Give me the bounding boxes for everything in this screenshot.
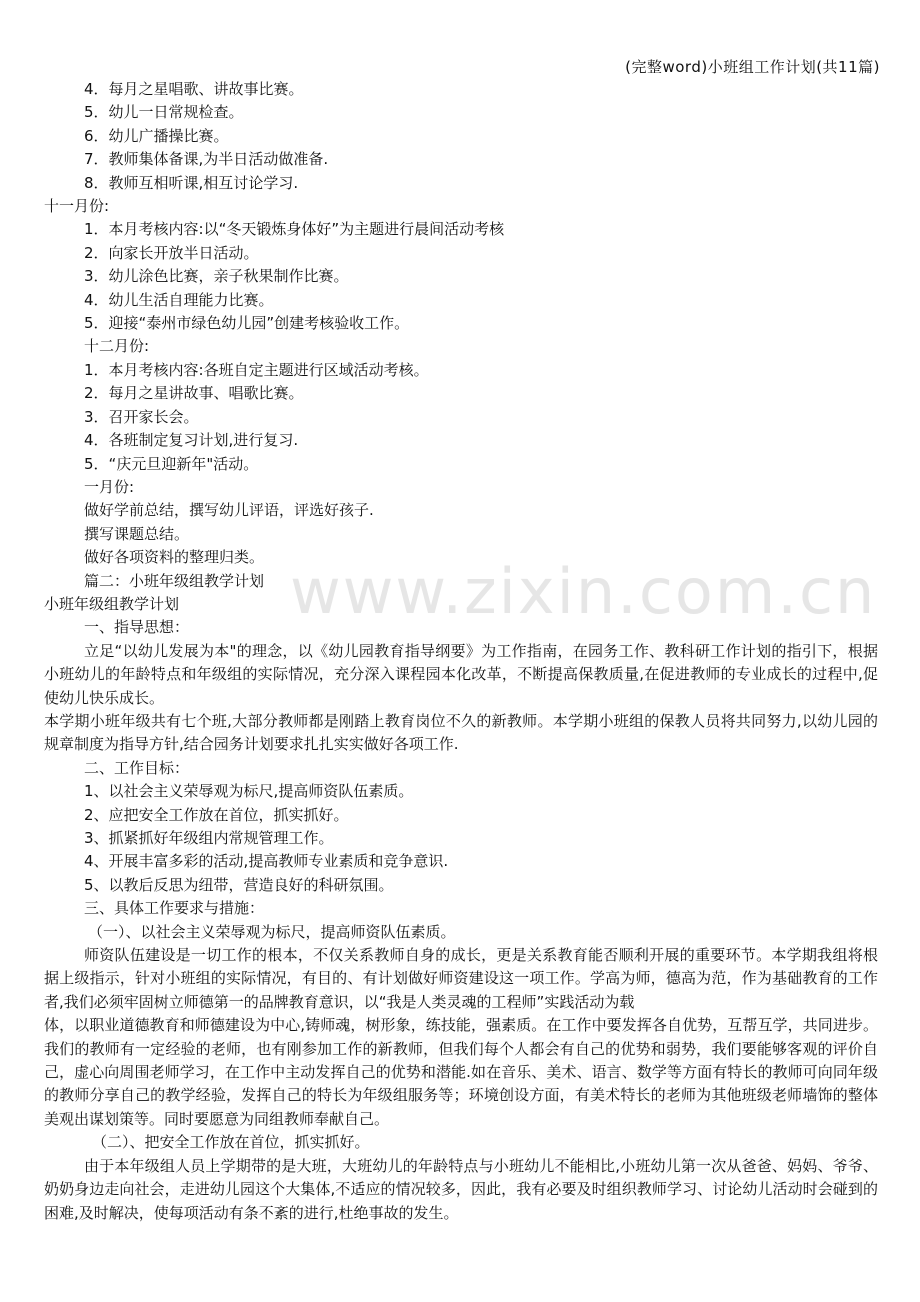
text-line: 8．教师互相听课,相互讨论学习. [84, 173, 299, 192]
page-header: (完整word)小班组工作计划(共11篇) [625, 58, 880, 76]
watermark: www.zixin.com.cn [290, 555, 877, 628]
text-line: 3．幼儿涂色比赛，亲子秋果制作比赛。 [84, 267, 349, 286]
document-body [44, 78, 878, 1225]
paragraph-section-1 [44, 640, 878, 757]
text-line: 4、开展丰富多彩的活动,提高教师专业素质和竞争意识. [84, 852, 449, 871]
text-line: 十二月份: [84, 337, 150, 356]
text-line: 5．幼儿一日常规检查。 [84, 103, 244, 122]
text-line: 1、以社会主义荣辱观为标尺,提高师资队伍素质。 [84, 782, 414, 801]
text-line: 做好各项资料的整理归类。 [84, 548, 265, 567]
text-line: （一）、以社会主义荣辱观为标尺，提高师资队伍素质。 [88, 922, 456, 941]
text-line: 1．本月考核内容:以“冬天锻炼身体好”为主题进行晨间活动考核 [84, 220, 505, 239]
text-line: 1．本月考核内容:各班自定主题进行区域活动考核。 [84, 360, 429, 379]
text-line: 5．“庆元旦迎新年"活动。 [84, 454, 259, 473]
paragraph: 本学期小班年级共有七个班,大部分教师都是刚踏上教育岗位不久的新教师。本学期小班组的保教人员将共同努力,以幼儿园的规章制度为指导方针,结合园务计划要求扎扎实实做好各项工作. [44, 711, 878, 754]
list-section-3 [44, 1131, 878, 1154]
text-line: 做好学前总结，撰写幼儿评语，评选好孩子. [84, 501, 374, 520]
text-line: 6．幼儿广播操比赛。 [84, 126, 229, 145]
text-line: 2．向家长开放半日活动。 [84, 243, 259, 262]
text-line: 三、具体工作要求与措施： [84, 899, 265, 918]
paragraph: 师资队伍建设是一切工作的根本，不仅关系教师自身的成长，更是关系教育能否顺利开展的重要环节。本学期我组将根据上级指示，针对小班组的实际情况，有目的、有计划做好师资建设这一项工作。学高为师，德高为范，作为基础教育的工作者,我们必须牢固树立师德第一的品牌教育意识，以“我是人类灵魂的工程师”实践活动为载 [44, 946, 878, 1011]
paragraph: 立足“以幼儿发展为本"的理念，以《幼儿园教育指导纲要》为工作指南，在园务工作、教科研工作计划的指引下，根据小班幼儿的年龄特点和年级组的实际情况，充分深入课程园本化改革，不断提高保教质量,在促进教师的专业成长的过程中,促使幼儿快乐成长。 [44, 641, 878, 707]
text-line: 撰写课题总结。 [84, 524, 190, 543]
paragraph: 体，以职业道德教育和师德建设为中心,铸师魂，树形象，练技能，强素质。在工作中要发挥各自优势，互帮互学，共同进步。我们的教师有一定经验的老师，也有刚参加工作的新教师，但我们每个人都会有自己的优势和弱势，我们要能够客观的评价自己，虚心向周围老师学习，在工作中主动发挥自己的优势和潜能.如在音乐、美术、语言、数学等方面有特长的教师可向同年级的教师分享自己的教学经验，发挥自己的特长为年级组服务等；环境创设方面，有美术特长的老师为其他班级老师墙饰的整体美观出谋划策等。同时要愿意为同组教师奉献自己。 [44, 1016, 878, 1128]
paragraph-section-2 [44, 944, 878, 1131]
text-line: 一月份: [84, 477, 135, 496]
text-line: 小班年级组教学计划 [44, 594, 180, 613]
text-line: 7．教师集体备课,为半日活动做准备. [84, 150, 329, 169]
list-section-1 [44, 78, 878, 640]
text-line: 2、应把安全工作放在首位，抓实抓好。 [84, 805, 349, 824]
paragraph-section-3 [44, 1155, 878, 1225]
text-line: 4．每月之星唱歌、讲故事比赛。 [84, 80, 304, 98]
text-line: 2．每月之星讲故事、唱歌比赛。 [84, 384, 304, 403]
text-line: 十一月份: [44, 197, 110, 216]
text-line: 4．幼儿生活自理能力比赛。 [84, 290, 274, 309]
text-line: （二）、把安全工作放在首位，抓实抓好。 [92, 1133, 370, 1152]
list-section-2 [44, 757, 878, 944]
text-line: 3、抓紧抓好年级组内常规管理工作。 [84, 829, 334, 847]
text-line: 二、工作目标： [84, 758, 190, 777]
text-line: 5、以教后反思为纽带，营造良好的科研氛围。 [84, 875, 394, 894]
text-line: 篇二：小班年级组教学计划 [84, 571, 265, 590]
text-line: 3．召开家长会。 [84, 407, 199, 426]
text-line: 4．各班制定复习计划,进行复习. [84, 431, 299, 450]
text-line: 一、指导思想： [84, 618, 190, 637]
paragraph: 由于本年级组人员上学期带的是大班，大班幼儿的年龄特点与小班幼儿不能相比,小班幼儿第一次从爸爸、妈妈、爷爷、奶奶身边走向社会，走进幼儿园这个大集体,不适应的情况较多，因此，我有必要及时组织教师学习、讨论幼儿活动时会碰到的困难,及时解决，使每项活动有条不紊的进行,杜绝事故的发生。 [44, 1156, 878, 1222]
text-line: 5．迎接“泰州市绿色幼儿园”创建考核验收工作。 [84, 314, 410, 333]
